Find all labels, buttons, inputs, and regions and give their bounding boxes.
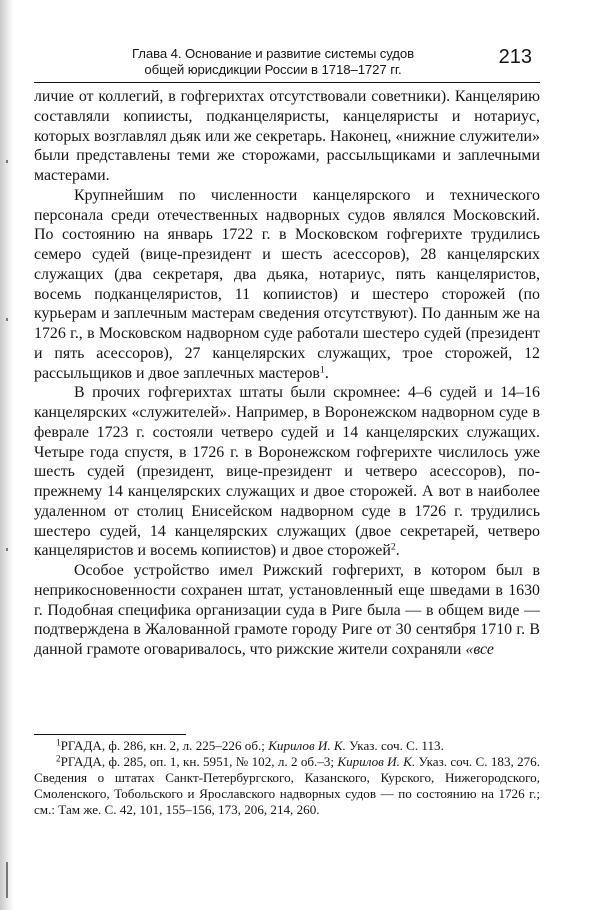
- footnote-ref: 1: [319, 364, 325, 376]
- footnote: [34, 738, 540, 754]
- paragraph: В прочих гофгерихтах штаты были скромнее: 4–6 судей и 14–16 канцелярских «служителей». Например, в Воронежском надворном суде в феврале 1723 г. состояли четверо судей и 14 канцелярских служащих. Четыре года спустя, в 1726 г. в Воронежском гофгерихте числилось уже шесть судей (президент, вице-президент и четверо асессоров), по-прежнему 14 канцелярских служащих и двое сторожей. А вот в наиболее удаленном от столиц Енисейском надворном суде в 1726 г. трудились шестеро судей, 14 канцелярских служащих (двое секретарей, четверо канцеляристов и восемь копиистов) и двое сторожей$^2$.: [34, 384, 540, 560]
- footnote: [34, 754, 540, 818]
- header-rule: [34, 82, 540, 83]
- paragraph: Крупнейшим по численности канцелярского и технического персонала среди отечественных надворных судов являлся Московский. По состоянию на январь 1722 г. в Московском гофгерихте трудились семеро судей (вице-президент и шесть асессоров), 28 канцелярских служащих (два секретаря, два дьяка, нотариус, пять канцеляристов, восемь подканцеляристов, 11 копиистов) и шестеро сторожей (по курьерам и заплечным мастерам сведения отсутствуют). По данным же на 1726 г., в Московском надворном суде работали шестеро судей (президент и пять асессоров), 27 канцелярских служащих, трое сторожей, 12 рассыльщиков и двое заплечных мастеров$^1$.: [34, 186, 540, 382]
- footnote-rule: [34, 734, 186, 735]
- paragraph-text: личие от коллегий, в гофгерихтах отсутствовали советники). Канцелярию составляли копиисты, подканцеляристы, канцеляристы и нотариус, которых возглавлял дьяк или же секретарь. Наконец, «нижние служители» были представлены теми же сторожами, рассыльщиками и заплечными мастерами.: [34, 88, 540, 184]
- footnote-author: Кирилов И. К.: [268, 738, 346, 753]
- main-text: [34, 87, 540, 660]
- paragraph-text: В прочих гофгерихтах штаты были скромнее: 4–6 судей и 14–16 канцелярских «служителей». Например, в Воронежском надворном суде в феврале 1723 г. состояли четверо судей и 14 канцелярских служащих. Четыре года спустя, в 1726 г. в Воронежском гофгерихте числилось уже шесть судей (президент, вице-президент и четверо асессоров), по-прежнему 14 канцелярских служащих и двое сторожей. А вот в наиболее удаленном от столиц Енисейском надворном суде в 1726 г. трудились шестеро судей, 14 канцелярских служащих (двое секретарей, четверо канцеляристов и восемь копиистов) и двое сторожей: [34, 384, 540, 560]
- page-spine-shadow: [0, 0, 14, 910]
- margin-mark: [6, 318, 8, 321]
- footnote-text: Указ. соч. С. 113.: [345, 738, 444, 753]
- footnote-number: 1: [56, 737, 61, 748]
- footnotes: [34, 738, 540, 818]
- footnote-text: Указ. соч. С. 183, 276. Сведения о штатах Санкт-Петербургского, Казанского, Курского, Нижегородского, Смоленского, Тобольского и Ярославского надворных судов — по состоянию на 1726 г.; см.: Там же. С. 42, 101, 155–156, 173, 206, 214, 260.: [34, 754, 540, 817]
- running-head-line: Глава 4. Основание и развитие системы судов: [131, 46, 415, 61]
- quote-start: «все: [465, 641, 494, 658]
- page-number: 213: [498, 46, 532, 68]
- footnote-text: РГАДА, ф. 285, оп. 1, кн. 5951, № 102, л. 2 об.–3;: [60, 754, 338, 769]
- page-header: [92, 46, 532, 80]
- paragraph-text: Крупнейшим по численности канцелярского и технического персонала среди отечественных надворных судов являлся Московский. По состоянию на январь 1722 г. в Московском гофгерихте трудились семеро судей (вице-президент и шесть асессоров), 28 канцелярских служащих (два секретаря, два дьяка, нотариус, пять канцеляристов, восемь подканцеляристов, 11 копиистов) и шестеро сторожей (по курьерам и заплечным мастерам сведения отсутствуют). По данным же на 1726 г., в Московском надворном суде работали шестеро судей (президент и пять асессоров), 27 канцелярских служащих, трое сторожей, 12 рассыльщиков и двое заплечных мастеров: [34, 186, 540, 382]
- paragraph-text: Особое устройство имел Рижский гофгерихт, в котором был в неприкосновенности сохранен штат, установленный еще шведами в 1630 г. Подобная специфика организации суда в Риге была — в общем виде — подтверждена в Жалованной грамоте городу Риге от 30 сентября 1710 г. В данной грамоте оговаривалось, что рижские жители сохраняли: [34, 562, 540, 658]
- footnote-text: РГАДА, ф. 286, кн. 2, л. 225–226 об.;: [60, 738, 269, 753]
- running-head-line: общей юрисдикции России в 1718–1727 гг.: [144, 62, 402, 77]
- footnote-ref: 2: [390, 541, 396, 553]
- footnote-author: Кирилов И. К.: [337, 754, 416, 769]
- footnote-number: 2: [56, 753, 61, 764]
- paragraph: [34, 87, 540, 186]
- running-head: [92, 46, 454, 78]
- paragraph: [34, 561, 540, 660]
- margin-mark: [6, 862, 8, 898]
- margin-mark: [6, 548, 8, 551]
- margin-mark: [6, 160, 8, 163]
